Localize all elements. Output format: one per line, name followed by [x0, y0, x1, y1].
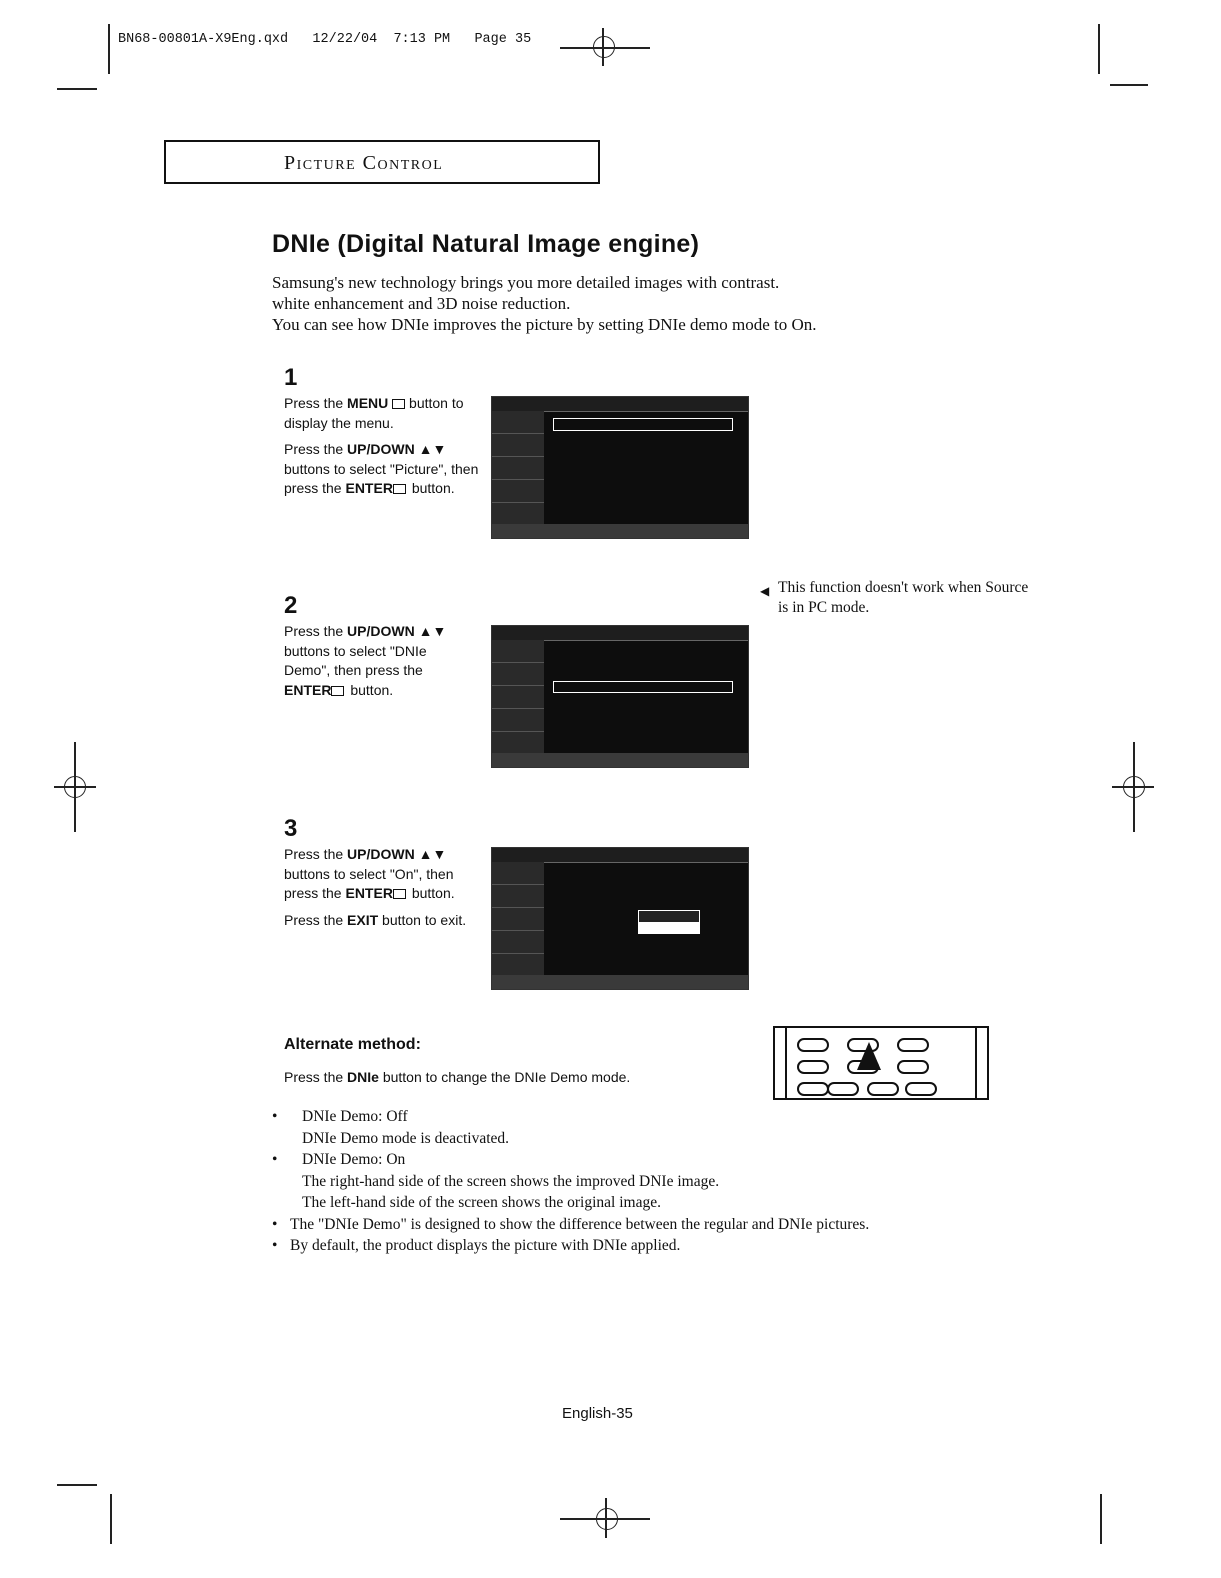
- text-run: Press the: [284, 1069, 348, 1085]
- osd-row: [554, 713, 732, 724]
- enter-button-icon: [331, 686, 344, 696]
- crop-mark: [1098, 24, 1100, 74]
- registration-line: [605, 1498, 607, 1538]
- osd-screenshot-1: [491, 396, 749, 539]
- bullet-icon: •: [272, 1215, 278, 1233]
- osd-screenshot-3: [491, 847, 749, 990]
- note: [760, 578, 1038, 618]
- osd-row: [554, 724, 732, 735]
- enter-button-icon: [393, 889, 406, 899]
- step-paragraph: [284, 622, 474, 700]
- osd-row: [554, 472, 732, 483]
- bullet-head: By default, the product displays the picture with DNIe applied.: [290, 1237, 681, 1254]
- osd-menu: [554, 650, 732, 734]
- section-header: Picture Control: [284, 152, 444, 174]
- remote-button: [905, 1082, 937, 1096]
- remote-body: [785, 1028, 977, 1098]
- registration-line: [602, 28, 604, 66]
- osd-row: [554, 493, 732, 504]
- osd-row: [554, 671, 732, 682]
- osd-topbar: [492, 626, 748, 641]
- text-run: buttons to select "Picture", then press the: [284, 460, 479, 496]
- bullet-line: DNIe Demo mode is deactivated.: [302, 1129, 510, 1147]
- text-run: Press the: [284, 846, 348, 862]
- button-name: UP/DOWN ▲▼: [347, 846, 447, 862]
- osd-popup-option: [639, 911, 699, 922]
- pointer-arrow-icon: [857, 1042, 881, 1070]
- enter-button-icon: [393, 484, 406, 494]
- button-name: UP/DOWN ▲▼: [347, 623, 447, 639]
- print-slug: BN68-00801A-X9Eng.qxd 12/22/04 7:13 PM Page 35: [118, 32, 532, 47]
- bullet-item: [272, 1235, 972, 1257]
- text-run: Press the: [284, 441, 348, 457]
- step-1-instructions: [284, 394, 484, 506]
- remote-button: [797, 1082, 829, 1096]
- text-run: buttons to select "On", then press the: [284, 865, 454, 901]
- remote-button: [897, 1060, 929, 1074]
- osd-row: [554, 692, 732, 703]
- crop-mark: [1110, 84, 1148, 86]
- bullet-icon: •: [272, 1237, 278, 1254]
- step-number: 3: [284, 815, 298, 842]
- bullet-head: The "DNIe Demo" is designed to show the difference between the regular and DNIe pictures.: [290, 1215, 870, 1233]
- page-title: DNIe (Digital Natural Image engine): [272, 230, 700, 258]
- osd-row: [554, 893, 732, 904]
- crop-mark: [57, 1484, 97, 1486]
- crop-mark: [110, 1494, 112, 1544]
- bullet-head: DNIe Demo: Off: [302, 1108, 408, 1125]
- osd-row: [554, 661, 732, 672]
- button-name: DNIe: [347, 1069, 379, 1085]
- osd-sidebar: [492, 862, 544, 975]
- osd-row: [554, 650, 732, 661]
- section-header-box: [164, 140, 600, 184]
- button-name: ENTER: [345, 885, 393, 901]
- text-run: Press the: [284, 911, 348, 928]
- osd-sidebar: [492, 411, 544, 524]
- text-run: button.: [407, 480, 455, 496]
- note-pointer-icon: ◀: [760, 584, 770, 598]
- intro-text: [272, 272, 932, 335]
- remote-button: [897, 1038, 929, 1052]
- button-name: UP/DOWN ▲▼: [347, 441, 447, 457]
- registration-mark-icon: [64, 776, 86, 798]
- button-name: ENTER: [284, 681, 332, 698]
- remote-button: [827, 1082, 859, 1096]
- step-number: 2: [284, 592, 298, 619]
- text-run: button.: [346, 681, 394, 698]
- step-3-instructions: [284, 845, 484, 937]
- osd-row: [554, 946, 732, 957]
- registration-mark-icon: [1123, 776, 1145, 798]
- crop-mark: [1100, 1494, 1102, 1544]
- osd-popup: [638, 910, 700, 934]
- registration-mark-icon: [596, 1508, 618, 1530]
- alternate-method-title: Alternate method:: [284, 1036, 421, 1053]
- text-run: button.: [407, 885, 455, 901]
- bullet-line: The left-hand side of the screen shows the original image.: [302, 1194, 661, 1211]
- osd-row: [554, 430, 732, 441]
- button-name: ENTER: [345, 480, 393, 496]
- osd-row: [554, 461, 732, 472]
- osd-row: [554, 883, 732, 894]
- step-number: 1: [284, 364, 298, 391]
- registration-mark-icon: [593, 36, 615, 58]
- text-run: Press the: [284, 395, 348, 411]
- osd-popup-option: [639, 922, 699, 933]
- osd-row: [554, 451, 732, 462]
- button-name: EXIT: [347, 911, 379, 928]
- text-run: button to display the menu.: [284, 395, 464, 431]
- bullet-item: [272, 1106, 972, 1149]
- remote-button: [797, 1060, 829, 1074]
- bullet-list: [272, 1106, 972, 1257]
- intro-line: Samsung's new technology brings you more detailed images with contrast.: [272, 273, 780, 292]
- remote-button: [867, 1082, 899, 1096]
- step-2-instructions: [284, 622, 474, 707]
- osd-row: [554, 440, 732, 451]
- osd-menu: [554, 419, 732, 503]
- osd-bottombar: [492, 975, 748, 989]
- step-paragraph: [284, 911, 484, 931]
- osd-screenshot-2: [491, 625, 749, 768]
- text-run: button to exit.: [378, 911, 467, 928]
- bullet-item: [272, 1214, 972, 1236]
- osd-topbar: [492, 848, 748, 863]
- osd-bottombar: [492, 524, 748, 538]
- osd-bottombar: [492, 753, 748, 767]
- bullet-item: [272, 1149, 972, 1214]
- button-name: MENU: [347, 395, 389, 411]
- page-number: English-35: [562, 1405, 633, 1422]
- osd-row: [554, 419, 732, 430]
- crop-mark: [57, 88, 97, 90]
- text-run: button to change the DNIe Demo mode.: [378, 1069, 631, 1085]
- intro-line: You can see how DNIe improves the picture by setting DNIe demo mode to On.: [272, 315, 817, 334]
- osd-row: [554, 682, 732, 693]
- text-run: buttons to select "DNIe Demo", then press the: [284, 642, 427, 678]
- osd-sidebar: [492, 640, 544, 753]
- step-paragraph: [284, 845, 484, 904]
- bullet-head: DNIe Demo: On: [302, 1151, 406, 1168]
- text-run: Press the: [284, 623, 348, 639]
- bullet-icon: •: [272, 1108, 278, 1125]
- menu-button-icon: [392, 399, 405, 409]
- remote-control-illustration: [773, 1026, 989, 1100]
- osd-row: [554, 482, 732, 493]
- bullet-icon: •: [272, 1151, 278, 1168]
- osd-row: [554, 935, 732, 946]
- bullet-line: The right-hand side of the screen shows the improved DNIe image.: [302, 1172, 720, 1190]
- step-paragraph: [284, 440, 484, 499]
- step-paragraph: [284, 394, 484, 433]
- intro-line: white enhancement and 3D noise reduction.: [272, 294, 571, 313]
- alternate-method-text: [284, 1069, 630, 1085]
- osd-topbar: [492, 397, 748, 412]
- crop-mark: [108, 24, 110, 74]
- osd-row: [554, 703, 732, 714]
- note-text: This function doesn't work when Source is in PC mode.: [778, 579, 1029, 616]
- osd-row: [554, 872, 732, 883]
- remote-button: [797, 1038, 829, 1052]
